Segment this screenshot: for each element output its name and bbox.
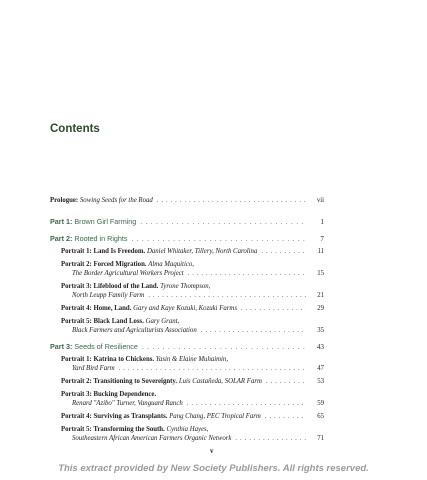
toc-part-2[interactable] <box>50 234 324 244</box>
portrait-subtitle: Gary Grant, <box>145 318 180 325</box>
toc-part-3[interactable] <box>50 342 324 352</box>
portrait-subtitle: Cynthia Hayes, <box>166 426 209 433</box>
toc-prologue[interactable] <box>50 196 324 205</box>
page-number: 43 <box>316 343 324 351</box>
portrait-label: Portrait 2: Forced Migration. <box>61 261 147 268</box>
page-number: 11 <box>317 248 324 255</box>
portrait-label: Portrait 3: Bucking Dependence. <box>61 391 157 398</box>
portrait-subtitle-continued: Renard "Azibo" Turner, Vanguard Ranch <box>72 400 183 407</box>
page-number: 21 <box>317 292 324 299</box>
toc-part-2-portrait-2[interactable] <box>50 260 324 278</box>
page-number: 47 <box>317 365 324 372</box>
page-number: 53 <box>317 378 324 385</box>
portrait-subtitle: Daniel Whitaker, Tillery, North Carolina <box>146 248 258 255</box>
portrait-label: Portrait 5: Black Land Loss. <box>61 318 144 325</box>
part-title: Rooted in Rights <box>74 234 128 243</box>
portrait-subtitle: Alma Maquitico, <box>148 261 194 268</box>
toc-part-3-portrait-3[interactable] <box>50 390 324 408</box>
toc-part-2-portrait-1[interactable] <box>50 247 324 256</box>
portrait-label: Portrait 1: Land Is Freedom. <box>61 248 146 255</box>
portrait-label: Portrait 4: Home, Land. <box>61 305 132 312</box>
portrait-label: Portrait 2: Transitioning to Sovereignty. <box>61 378 178 385</box>
page-number: 1 <box>320 218 324 226</box>
page-number: 15 <box>317 270 324 277</box>
table-of-contents <box>50 196 324 443</box>
portrait-subtitle-continued: North Leupp Family Farm <box>72 292 145 299</box>
toc-part-3-portrait-4[interactable] <box>50 412 324 421</box>
page-number: 71 <box>317 435 324 442</box>
prologue-label: Prologue: <box>50 197 79 204</box>
portrait-subtitle: Luis Castañeda, SOLAR Farm <box>178 378 262 385</box>
toc-part-1[interactable] <box>50 217 324 227</box>
portrait-subtitle-continued: Southeastern African American Farmers Organic Network <box>72 435 232 442</box>
page-number: 65 <box>317 413 324 420</box>
portrait-subtitle: Yasin & Elaine Muhaimin, <box>155 356 229 363</box>
portrait-label: Portrait 5: Transforming the South. <box>61 426 165 433</box>
part-label: Part 2: <box>50 234 73 243</box>
toc-part-2-portrait-3[interactable] <box>50 282 324 300</box>
page-number: 59 <box>317 400 324 407</box>
part-title: Brown Girl Farming <box>74 217 137 226</box>
toc-part-3-portrait-5[interactable] <box>50 425 324 443</box>
part-label: Part 3: <box>50 342 73 351</box>
portrait-label: Portrait 4: Surviving as Transplants. <box>61 413 168 420</box>
portrait-subtitle-continued: Black Farmers and Agriculturists Association <box>72 327 197 334</box>
contents-heading: Contents <box>50 123 100 135</box>
portrait-subtitle-continued: Yard Bird Farm <box>72 365 115 372</box>
copyright-footer: This extract provided by New Society Publishers. All rights reserved. <box>58 463 369 474</box>
toc-part-3-portrait-1[interactable] <box>50 355 324 373</box>
portrait-subtitle: Pang Chang, PEC Tropical Farm <box>169 413 261 420</box>
part-title: Seeds of Resilience <box>74 342 138 351</box>
part-label: Part 1: <box>50 217 73 226</box>
portrait-subtitle-continued: The Border Agricultural Workers Project <box>72 270 184 277</box>
portrait-subtitle: Tyrone Thompson, <box>160 283 211 290</box>
toc-part-2-portrait-4[interactable] <box>50 304 324 313</box>
prologue-title: Sowing Seeds for the Road <box>79 197 153 204</box>
page-folio: v <box>210 447 214 455</box>
toc-part-2-portrait-5[interactable] <box>50 317 324 335</box>
portrait-label: Portrait 3: Lifeblood of the Land. <box>61 283 159 290</box>
page-number: 35 <box>317 327 324 334</box>
toc-part-3-portrait-2[interactable] <box>50 377 324 386</box>
page-number: 29 <box>317 305 324 312</box>
page-number: vii <box>316 197 324 204</box>
page-number: 7 <box>320 235 324 243</box>
portrait-subtitle: Gary and Kaye Kozuki, Kozuki Farms <box>133 305 237 312</box>
portrait-label: Portrait 1: Katrina to Chickens. <box>61 356 155 363</box>
